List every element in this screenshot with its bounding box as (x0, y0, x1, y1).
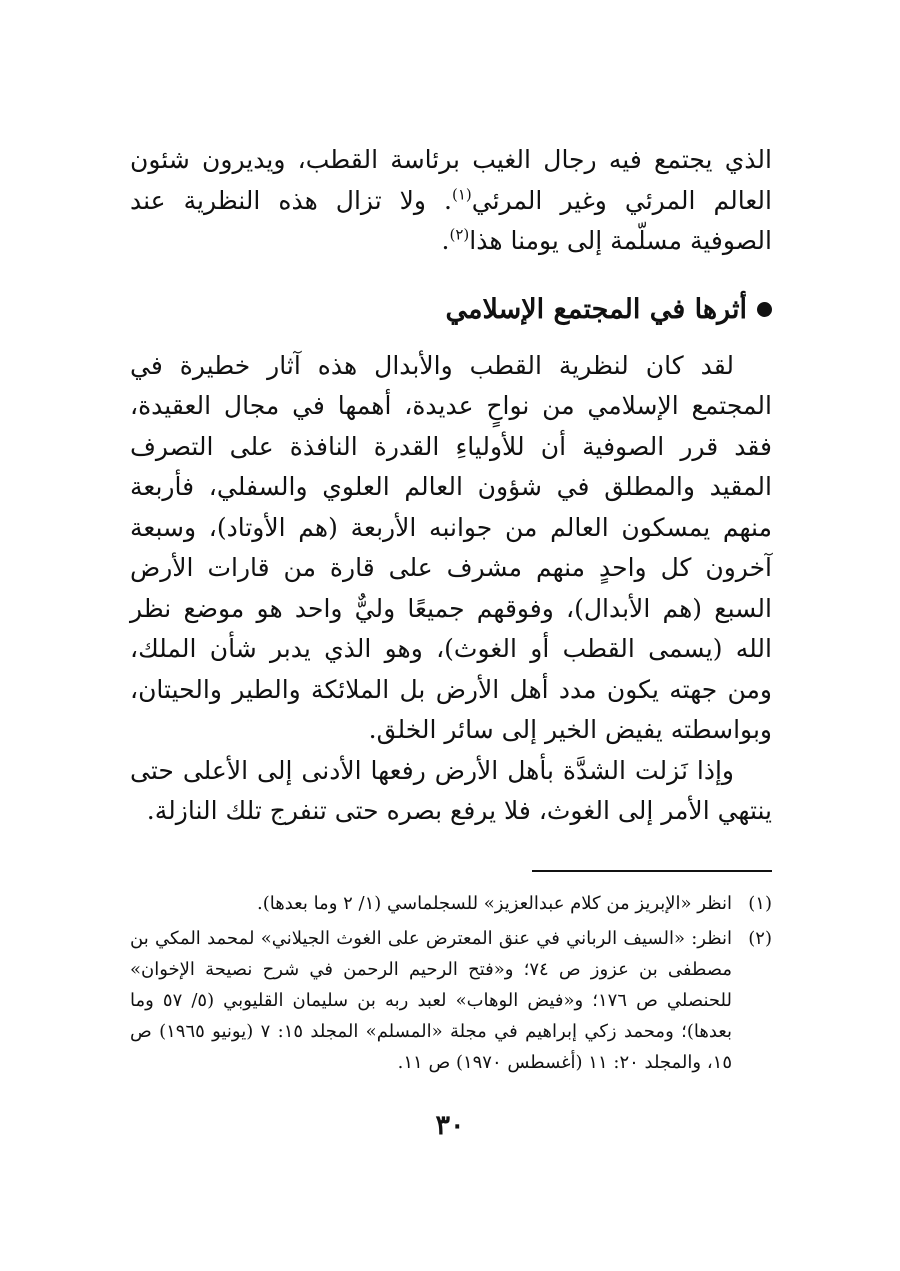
book-page (130, 140, 772, 1082)
footnote-ref-2: (٢) (449, 225, 470, 244)
body-text-2: وإذا نَزلت الشدَّة بأهل الأرض رفعها الأدنى إلى الأعلى حتى ينتهي الأمر إلى الغوث، فلا يرفع بصره حتى تنفرج تلك النازلة. (130, 755, 772, 825)
intro-text-part3: . (441, 226, 450, 255)
footnote-text: انظر: «السيف الرباني في عنق المعترض على الغوث الجيلاني» لمحمد المكي بن مصطفى بن عزوز ص ٧٤؛ و«فتح الرحيم الرحمن في شرح نصيحة الإخوان» للحنصلي ص ١٧٦؛ و«فيض الوهاب» لعبد ربه بن سليمان القليوبي (٥/ ٥٧ وما بعدها)؛ ومحمد زكي إبراهيم في مجلة «المسلم» المجلد ١٥: ٧ (يونيو ١٩٦٥) ص ١٥، والمجلد ٢٠: ١١ (أغسطس ١٩٧٠) ص ١١. (130, 927, 733, 1073)
page-number: ٣٠ (435, 1110, 465, 1141)
footnote-item (130, 923, 772, 1078)
footnote-text: انظر «الإبريز من كلام عبدالعزيز» للسجلماسي (١/ ٢ وما بعدها). (256, 892, 732, 914)
intro-text-part2: . ولا تزال هذه النظرية عند الصوفية مسلّمة إلى يومنا هذا (130, 185, 772, 255)
body-paragraph (130, 346, 772, 832)
footnotes (130, 888, 772, 1078)
body-text-1: لقد كان لنظرية القطب والأبدال هذه آثار خطيرة في المجتمع الإسلامي من نواحٍ عديدة، أهمها في مجال العقيدة، فقد قرر الصوفية أن للأولياءِ القدرة النافذة على التصرف المقيد والمطلق في شؤون العالم العلوي والسفلي، فأربعة منهم يمسكون العالم من جوانبه الأربعة (هم الأوتاد)، وسبعة آخرون كل واحدٍ منهم مشرف على قارة من قارات الأرض السبع (هم الأبدال)، وفوقهم جميعًا وليٌّ واحد هو موضع نظر الله (يسمى القطب أو الغوث)، وهو الذي يدبر شأن الملك، ومن جهته يكون مدد أهل الأرض بل الملائكة والطير والحيتان، وبواسطته يفيض الخير إلى سائر الخلق. (130, 350, 772, 744)
section-heading (130, 288, 772, 332)
footnote-ref-1: (١) (451, 185, 472, 204)
footnote-item (130, 888, 772, 919)
footnote-number: (٢) (748, 927, 772, 949)
footnote-divider (532, 870, 772, 872)
footnote-number: (١) (748, 892, 772, 914)
bullet-icon (757, 302, 772, 317)
intro-paragraph (130, 140, 772, 262)
intro-text-part1: الذي يجتمع فيه رجال الغيب برئاسة القطب، ويديرون شئون العالم المرئي وغير المرئي (130, 145, 772, 215)
section-heading-text: أثرها في المجتمع الإسلامي (445, 293, 747, 325)
